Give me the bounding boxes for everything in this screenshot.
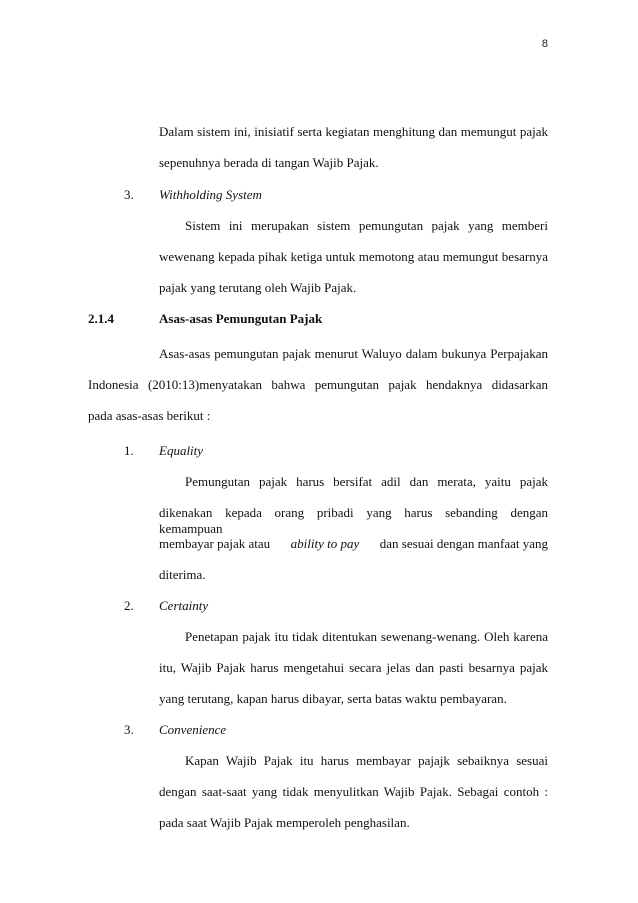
- list-item-title: Equality: [159, 443, 204, 458]
- list-number: 1.: [124, 443, 134, 458]
- list-number: 3.: [124, 722, 134, 737]
- equality-line-1: Pemungutan pajak harus bersifat adil dan merata, yaitu pajak: [185, 474, 548, 489]
- intro-line-2: sepenuhnya berada di tangan Wajib Pajak.: [159, 155, 379, 170]
- certainty-line-2: itu, Wajib Pajak harus mengetahui secara jelas dan pasti besarnya pajak: [159, 660, 548, 675]
- withholding-line-3: pajak yang terutang oleh Wajib Pajak.: [159, 280, 357, 295]
- withholding-line-1: Sistem ini merupakan sistem pemungutan pajak yang memberi: [185, 218, 548, 233]
- section-number: 2.1.4: [88, 311, 114, 326]
- equality-line-4: diterima.: [159, 567, 206, 582]
- list-number: 2.: [124, 598, 134, 613]
- page-number: 8: [541, 38, 548, 50]
- list-number: 3.: [124, 187, 134, 202]
- intro-line-1: Dalam sistem ini, inisiatif serta kegiatan menghitung dan memungut pajak: [159, 124, 548, 139]
- section-title: Asas-asas Pemungutan Pajak: [159, 311, 323, 326]
- convenience-line-2: dengan saat-saat yang tidak menyulitkan Wajib Pajak. Sebagai contoh :: [159, 784, 548, 799]
- equality-line-3-start: membayar pajak atau: [159, 536, 271, 551]
- withholding-line-2: wewenang kepada pihak ketiga untuk memotong atau memungut besarnya: [159, 249, 548, 264]
- certainty-line-3: yang terutang, kapan harus dibayar, serta batas waktu pembayaran.: [159, 691, 507, 706]
- equality-line-2: dikenakan kepada orang pribadi yang harus sebanding dengan kemampuan: [159, 505, 548, 536]
- ability-to-pay-term: ability to pay: [290, 536, 360, 551]
- paragraph-line-2: Indonesia (2010:13)menyatakan bahwa pemungutan pajak hendaknya didasarkan: [88, 377, 548, 392]
- convenience-line-1: Kapan Wajib Pajak itu harus membayar pajajk sebaiknya sesuai: [185, 753, 548, 768]
- list-item-title: Convenience: [159, 722, 227, 737]
- convenience-line-3: pada saat Wajib Pajak memperoleh penghasilan.: [159, 815, 410, 830]
- paragraph-line-1: Asas-asas pemungutan pajak menurut Waluyo dalam bukunya Perpajakan: [159, 346, 548, 361]
- list-item-title: Certainty: [159, 598, 209, 613]
- certainty-line-1: Penetapan pajak itu tidak ditentukan sewenang-wenang. Oleh karena: [185, 629, 548, 644]
- equality-line-3-end: dan sesuai dengan manfaat yang: [379, 536, 548, 551]
- paragraph-line-3: pada asas-asas berikut :: [88, 408, 211, 423]
- list-item-title: Withholding System: [159, 187, 262, 202]
- equality-line-3: [159, 536, 548, 552]
